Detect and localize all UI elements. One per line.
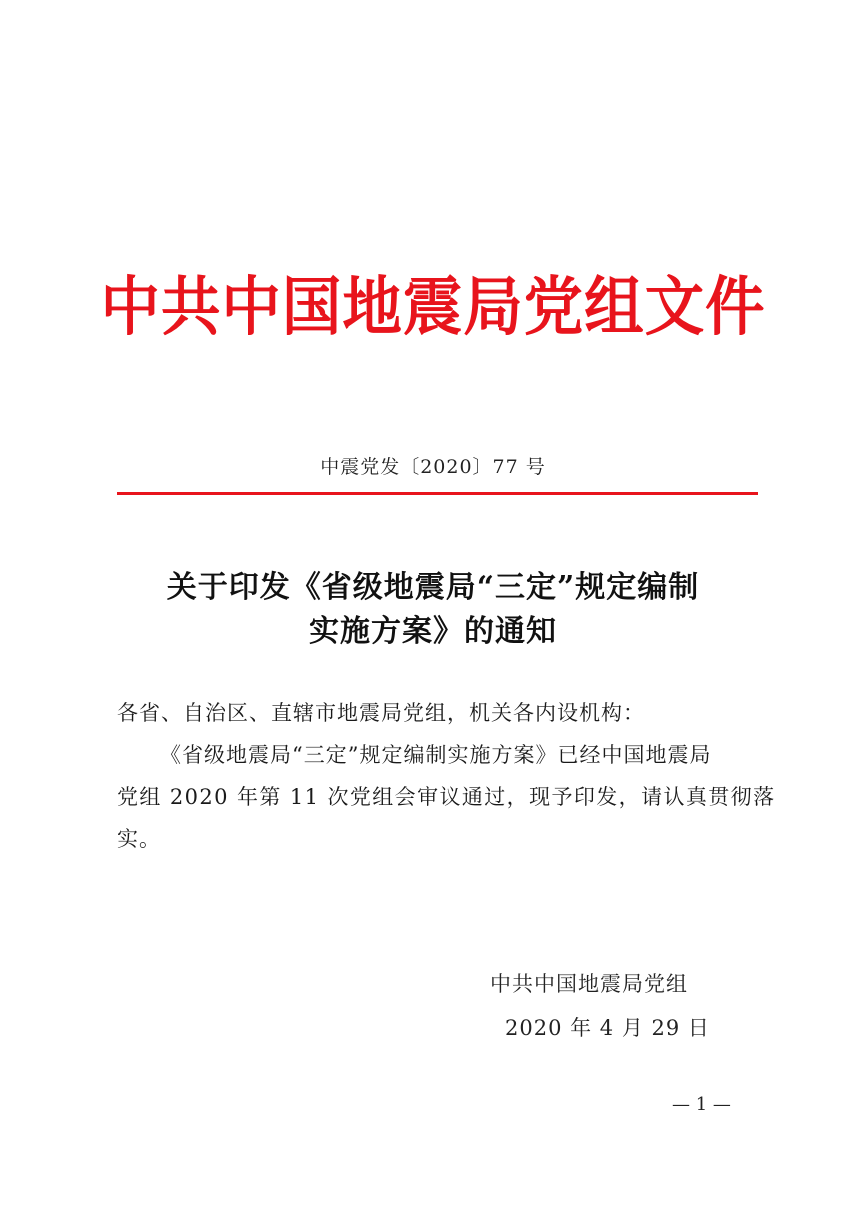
body-text-line-3: 实。: [117, 827, 161, 851]
signing-date: 2020 年 4 月 29 日: [505, 1016, 710, 1040]
salutation: 各省、自治区、直辖市地震局党组，机关各内设机构：: [117, 701, 645, 725]
document-title-line-2: 实施方案》的通知: [309, 614, 557, 649]
red-separator-line: [117, 492, 758, 495]
document-number: 中震党发〔2020〕77 号: [320, 456, 546, 478]
signing-organization: 中共中国地震局党组: [490, 972, 688, 996]
document-masthead: 中共中国地震局党组文件: [100, 271, 766, 345]
document-title-line-1: 关于印发《省级地震局“三定”规定编制: [166, 570, 700, 605]
body-text-line-1: 《省级地震局“三定”规定编制实施方案》已经中国地震局: [160, 743, 712, 767]
body-text-line-2: 党组 2020 年第 11 次党组会审议通过，现予印发，请认真贯彻落: [117, 785, 776, 809]
page-number: — 1 —: [672, 1094, 731, 1115]
